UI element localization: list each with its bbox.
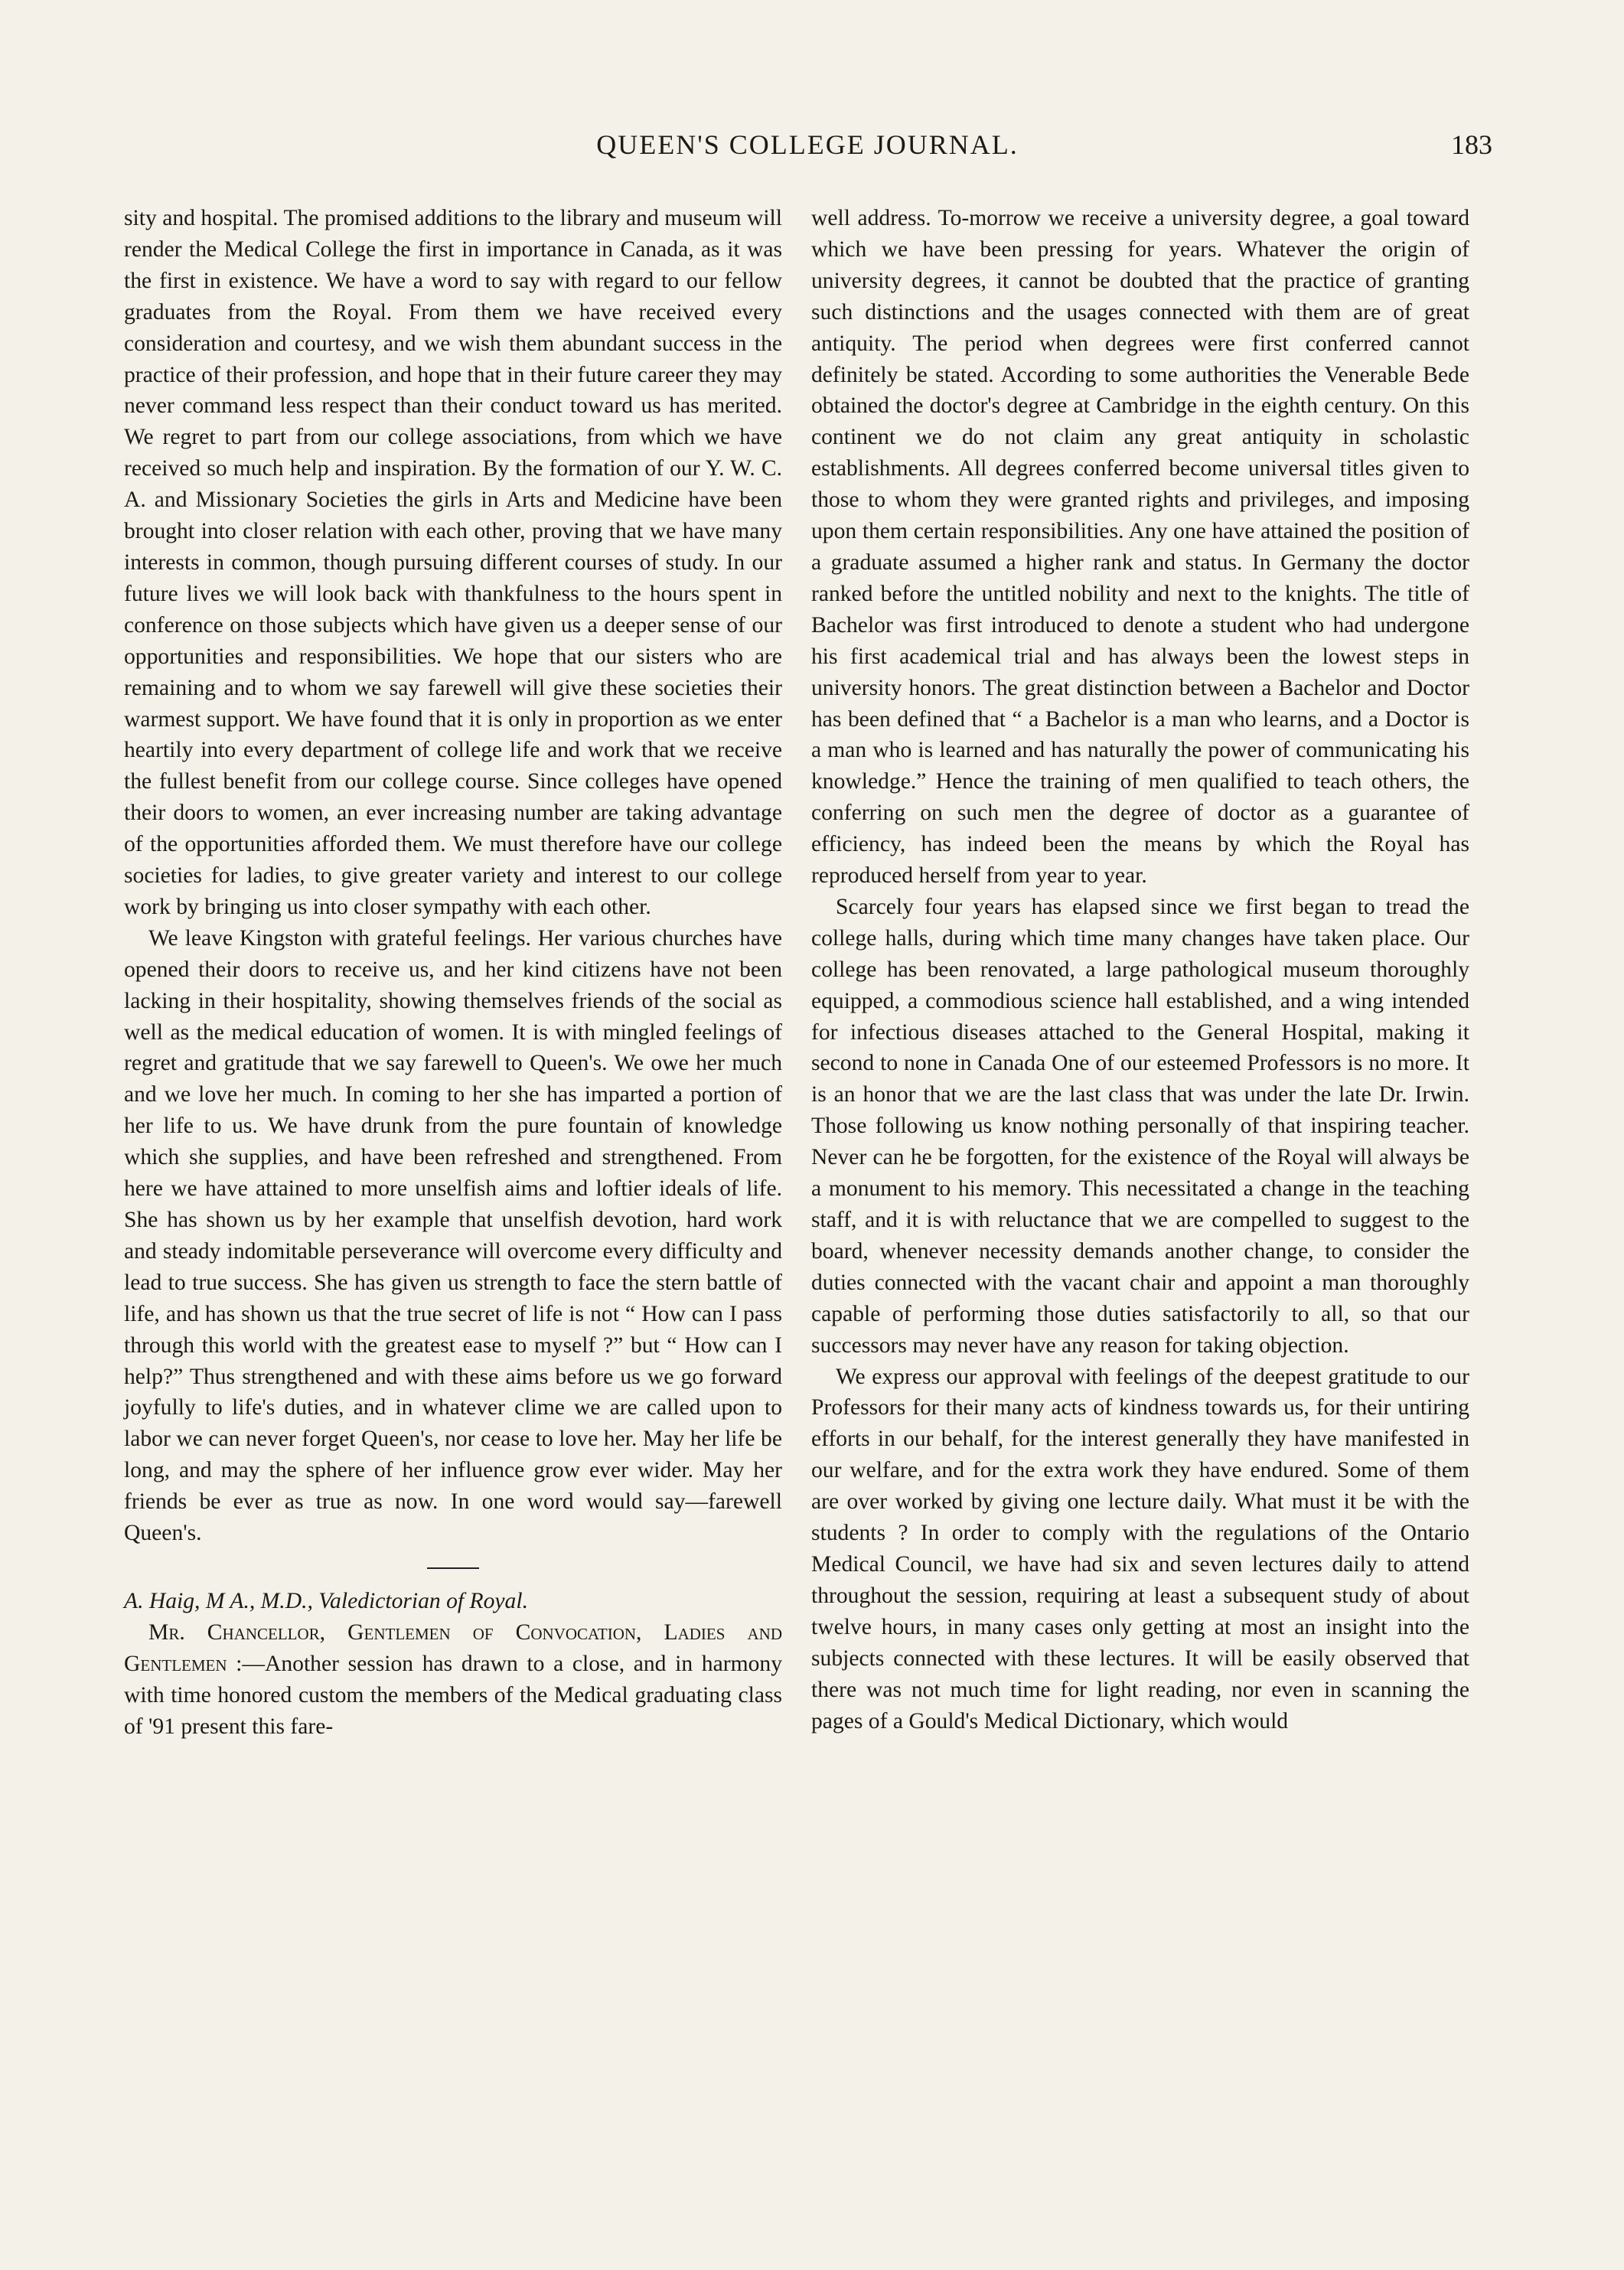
paragraph: Scarcely four years has elapsed since we first began to tread the college halls, during which time many changes have taken place. Our college has been renovated, a large pathological museum thoroughly equipped, a commodious science hall established, and a wing intended for infectious diseases attached to the General Hospital, making it second to none in Canada One of our esteemed Professors is no more. It is an honor that we are the last class that was under the late Dr. Irwin. Those following us know nothing personally of that inspiring teacher. Never can he be forgotten, for the existence of the Royal will always be a monument to his memory. This necessitated a change in the teaching staff, and it is with reluctance that we are compelled to suggest to the board, whenever necessity demands another change, to consider the duties connected with the vacant chair and appoint a man thoroughly capable of performing those duties satisfactorily to all, so that our successors may never have any reason for taking objection. [811, 894, 1469, 1358]
valedictorian-byline: A. Haig, M A., M.D., Valedictorian of Royal. [124, 1588, 528, 1613]
paragraph: We leave Kingston with grateful feelings. Her various churches have opened their doors to receive us, and her kind citizens have not been lacking in their hospitality, showing themselves friends of the social as well as the medical education of women. It is with mingled feelings of regret and gratitude that we say farewell to Queen's. We owe her much and we love her much. In coming to her she has imparted a portion of her life to us. We have drunk from the pure fountain of knowledge which she supplies, and have been refreshed and strengthened. From here we have attained to more unselfish aims and loftier ideals of life. She has shown us by her example that unselfish devotion, hard work and steady indomitable perseverance will overcome every difficulty and lead to true success. She has given us strength to face the stern battle of life, and has shown us that the true secret of life is not “ How can I pass through this world with the greatest ease to myself ?” but “ How can I help?” Thus strengthened and with these aims before us we go forward joyfully to life's duties, and in whatever clime we are called upon to labor we can never forget Queen's, nor cease to love her. May her life be long, and may the sphere of her influence grow ever wider. May her friends be ever as true as now. In one word would say—farewell Queen's. [124, 925, 782, 1546]
page-header [122, 129, 1492, 174]
page-number: 183 [1451, 129, 1492, 160]
paragraph-text: —Another session has drawn to a close, and in harmony with time honored custom the members of the Medical graduating class of '91 present this fare- [124, 1651, 782, 1739]
paragraph: sity and hospital. The promised additions to the library and museum will render the Medical College the first in importance in Canada, as it was the first in existence. We have a word to say with regard to our fellow graduates from the Royal. From them we have received every consideration and courtesy, and we wish them abundant success in the practice of their profession, and hope that in their future career they may never command less respect than their conduct toward us has merited. We regret to part from our college associations, from which we have received so much help and inspiration. By the formation of our Y. W. C. A. and Missionary Societies the girls in Arts and Medicine have been brought into closer relation with each other, proving that we have many interests in common, though pursuing different courses of study. In our future lives we will look back with thankfulness to the hours spent in conference on those subjects which have given us a deeper sense of our opportunities and responsibilities. We hope that our sisters who are remaining and to whom we say farewell will give these societies their warmest support. We have found that it is only in proportion as we enter heartily into every department of college life and work that we receive the fullest benefit from our college course. Since colleges have opened their doors to women, an ever increasing number are taking advantage of the opportunities afforded them. We must therefore have our college societies for ladies, to give greater variety and interest to our college work by bringing us into closer sympathy with each other. [124, 206, 782, 919]
paragraph [124, 1617, 782, 1743]
paragraph: well address. To-morrow we receive a university degree, a goal toward which we have been pressing for years. Whatever the origin of university degrees, it cannot be doubted that the practice of granting such distinctions and the usages connected with them are of great antiquity. The period when degrees were first conferred cannot definitely be stated. According to some authorities the Venerable Bede obtained the doctor's degree at Cambridge in the eighth century. On this continent we do not claim any great antiquity in scholastic establishments. All degrees conferred become universal titles given to those to whom they were granted rights and privileges, and imposing upon them certain responsibilities. Any one have attained the position of a graduate assumed a higher rank and status. In Germany the doctor ranked before the untitled nobility and next to the knights. The title of Bachelor was first introduced to denote a student who had undergone his first academical trial and has always been the lowest steps in university honors. The great distinction between a Bachelor and Doctor has been defined that “ a Bachelor is a man who learns, and a Doctor is a man who is learned and has naturally the power of communicating his knowledge.” Hence the training of men qualified to teach others, the conferring on such men the degree of doctor as a guarantee of efficiency, has indeed been the means by which the Royal has reproduced herself from year to year. [811, 206, 1469, 889]
section-divider [427, 1567, 479, 1569]
journal-title: QUEEN'S COLLEGE JOURNAL. [596, 129, 1019, 160]
paragraph: We express our approval with feelings of the deepest gratitude to our Professors for their many acts of kindness towards us, for their untiring efforts in our behalf, for the interest generally they have manifested in our welfare, and for the extra work they have endured. Some of them are over worked by giving one lecture daily. What must it be with the students ? In order to comply with the regulations of the Ontario Medical Council, we have had six and seven lectures daily to attend throughout the session, requiring at least a subsequent study of about twelve hours, in many cases only getting at most an insight into the subjects connected with these lectures. It will be easily observed that there was not much time for light reading, nor even in scanning the pages of a Gould's Medical Dictionary, which would [811, 1364, 1469, 1733]
left-column [124, 203, 782, 1743]
salutation: Mr. Chancellor, Gentlemen of Convocation, Ladies and Gentlemen : [124, 1619, 782, 1676]
right-column [811, 203, 1469, 1737]
